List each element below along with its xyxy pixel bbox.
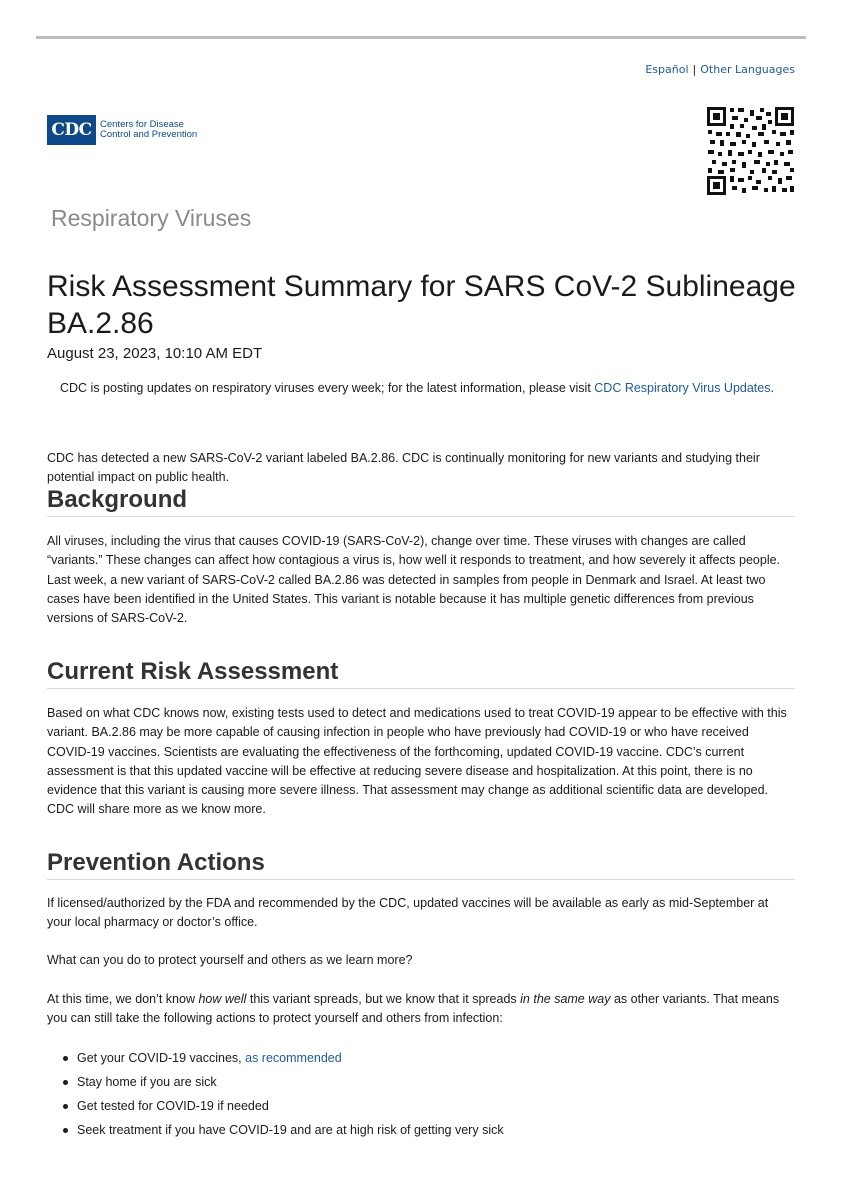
heading-current-risk: Current Risk Assessment bbox=[47, 658, 795, 689]
list-item bbox=[62, 1046, 504, 1070]
page-title: Risk Assessment Summary for SARS CoV-2 Sublineage BA.2.86 bbox=[47, 270, 796, 340]
lang-separator: | bbox=[692, 63, 697, 76]
list-item: Stay home if you are sick bbox=[62, 1070, 504, 1094]
heading-prevention: Prevention Actions bbox=[47, 849, 795, 880]
language-links bbox=[645, 63, 795, 76]
background-paragraph: All viruses, including the virus that causes COVID-19 (SARS-CoV-2), change over time. These viruses with changes are called “variants.” These changes can affect how contagious a virus is, how well it responds to treatment, and how severely it affects people. Last week, a new variant of SARS-CoV-2 called BA.2.86 was detected in samples from people in Denmark and Israel. At least two cases have been identified in the United States. This variant is notable because it has multiple genetic differences from previous versions of SARS-CoV-2. bbox=[47, 534, 781, 626]
update-note-end: . bbox=[770, 381, 774, 395]
p3-emphasis-same-way: in the same way bbox=[520, 992, 611, 1006]
p3-part-c: as other variants. That means you can still take the following actions to protect yourself and others from infection: bbox=[47, 992, 780, 1026]
publish-date: August 23, 2023, 10:10 AM EDT bbox=[47, 345, 263, 362]
intro-paragraph: CDC has detected a new SARS-CoV-2 variant labeled BA.2.86. CDC is continually monitoring for new variants and studying their potential impact on public health. bbox=[47, 451, 760, 485]
prevention-paragraph-1: If licensed/authorized by the FDA and recommended by the CDC, updated vaccines will be available as early as mid-September at your local pharmacy or doctor’s office. bbox=[47, 896, 769, 930]
link-other-languages[interactable]: Other Languages bbox=[700, 63, 795, 76]
cdc-logo[interactable] bbox=[47, 115, 197, 145]
prevention-paragraph-3 bbox=[47, 990, 795, 1029]
logo-line-2: Control and Prevention bbox=[100, 129, 198, 140]
link-as-recommended[interactable]: as recommended bbox=[245, 1051, 342, 1065]
update-note-text: CDC is posting updates on respiratory viruses every week; for the latest information, please visit bbox=[60, 381, 595, 395]
prevention-list bbox=[62, 1046, 504, 1142]
bullet-1-text: Get your COVID-19 vaccines, bbox=[77, 1051, 246, 1065]
update-note bbox=[60, 379, 780, 399]
p3-part-a: At this time, we don’t know bbox=[47, 992, 199, 1006]
cdc-logo-mark: CDC bbox=[47, 115, 96, 145]
logo-line-1: Centers for Disease bbox=[100, 119, 184, 130]
qr-code-icon bbox=[706, 106, 795, 196]
cdc-logo-text bbox=[100, 120, 197, 140]
link-cdc-respiratory-virus-updates[interactable]: CDC Respiratory Virus Updates bbox=[594, 381, 771, 395]
list-item: Seek treatment if you have COVID-19 and are at high risk of getting very sick bbox=[62, 1118, 504, 1142]
p3-part-b: this variant spreads, but we know that it spreads bbox=[246, 992, 521, 1006]
section-label: Respiratory Viruses bbox=[51, 205, 252, 231]
p3-emphasis-how-well: how well bbox=[198, 992, 247, 1006]
heading-background: Background bbox=[47, 486, 795, 517]
list-item: Get tested for COVID-19 if needed bbox=[62, 1094, 504, 1118]
top-rule bbox=[36, 36, 806, 39]
risk-paragraph: Based on what CDC knows now, existing tests used to detect and medications used to treat COVID-19 appear to be effective with this variant. BA.2.86 may be more capable of causing infection in people who have previously had COVID-19 or who have received COVID-19 vaccines. Scientists are evaluating the effectiveness of the forthcoming, updated COVID-19 vaccine. CDC’s current assessment is that this updated vaccine will be effective at reducing severe disease and hospitalization. At this point, there is no evidence that this variant is causing more severe illness. That assessment may change as additional scientific data are developed. CDC will share more as we know more. bbox=[47, 706, 787, 817]
prevention-paragraph-2: What can you do to protect yourself and others as we learn more? bbox=[47, 953, 413, 967]
link-espanol[interactable]: Español bbox=[645, 63, 689, 76]
